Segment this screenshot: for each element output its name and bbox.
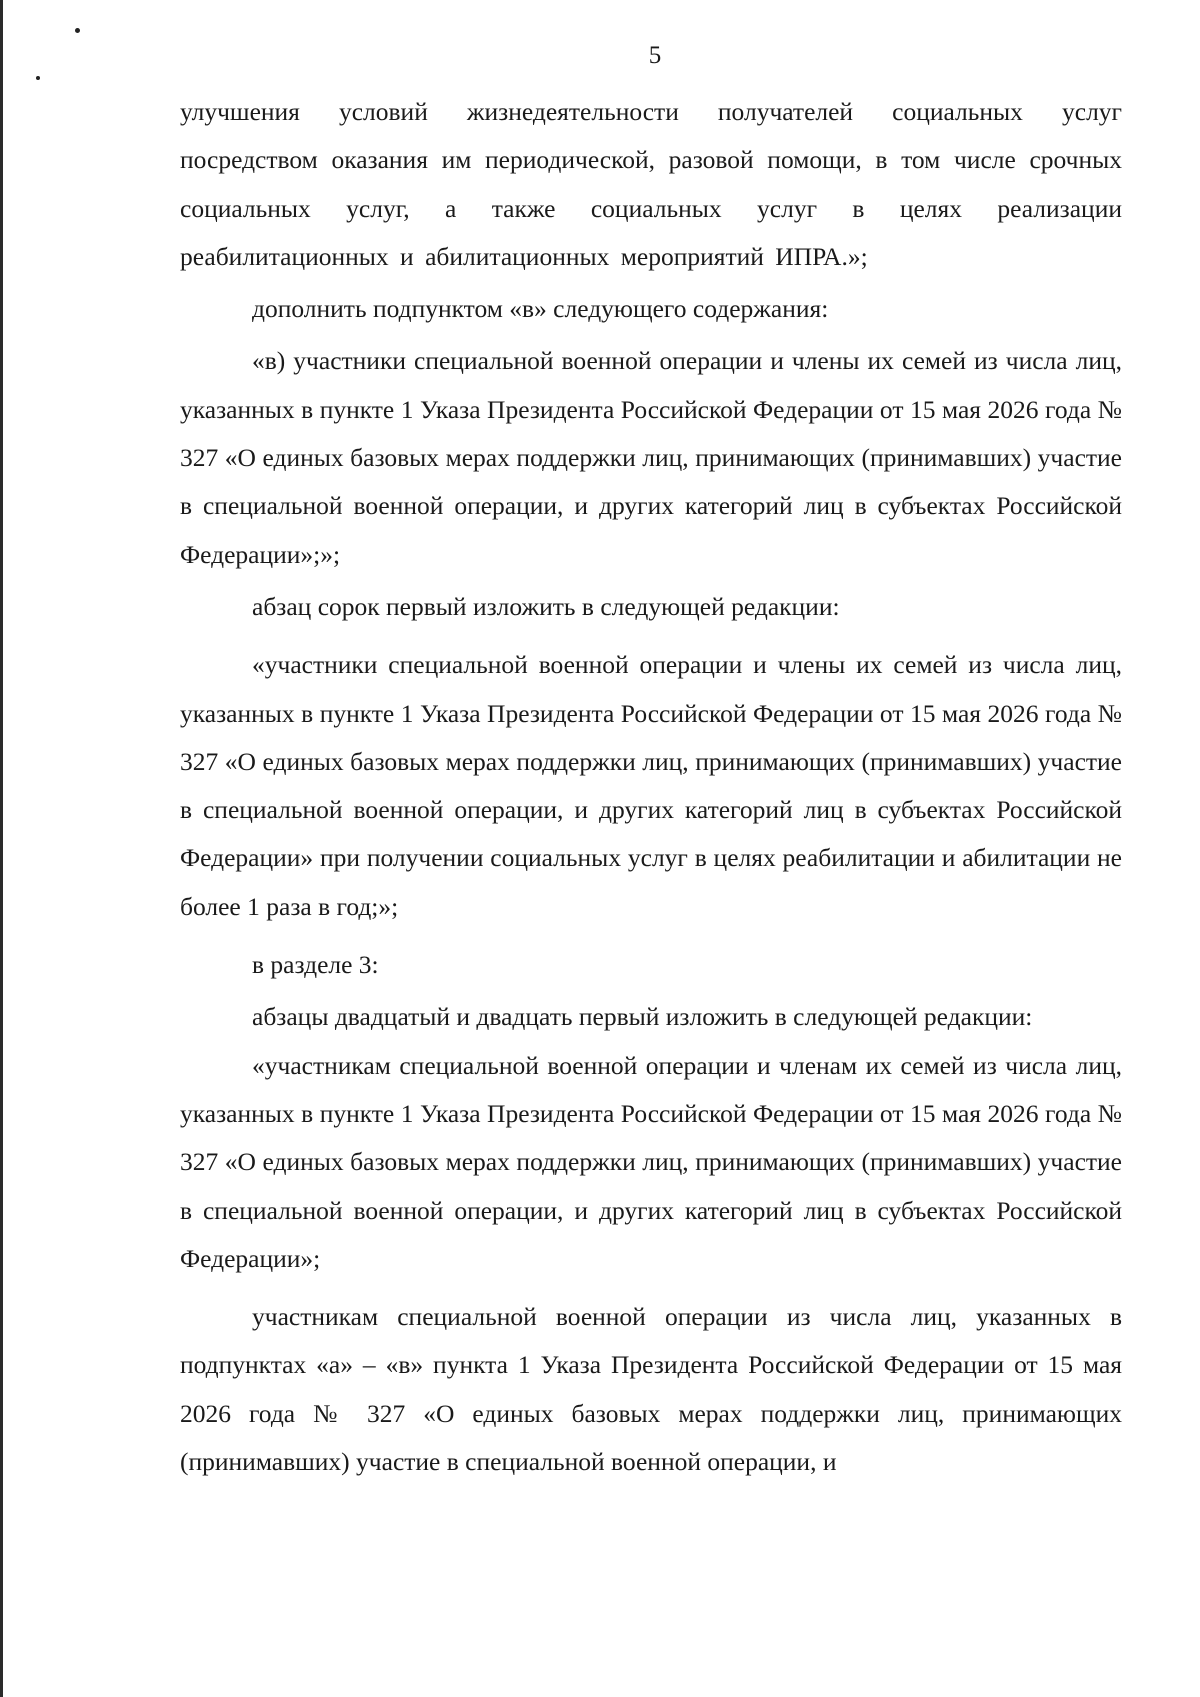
paragraph: «участникам специальной военной операции и членам их семей из числа лиц, указанных в пункте 1 Указа Президента Российской Федерации от 15 мая 2026 года № 327 «О единых базовых мерах поддержки лиц, принимающих (принимавших) участие в специальной военной операции, и других категорий лиц в субъектах Российской Федерации»; <box>180 1050 1122 1273</box>
paragraph: дополнить подпунктом «в» следующего содержания: <box>252 294 829 324</box>
scan-speck <box>75 28 80 33</box>
paragraph: в разделе 3: <box>252 950 379 980</box>
paragraph: абзацы двадцатый и двадцать первый изложить в следующей редакции: <box>252 1002 1033 1032</box>
scan-speck <box>36 76 40 80</box>
paragraph: «участники специальной военной операции и члены их семей из числа лиц, указанных в пункте 1 Указа Президента Российской Федерации от 15 мая 2026 года № 327 «О единых базовых мерах поддержки лиц, принимающих (принимавших) участие в специальной военной операции, и других категорий лиц в субъектах Российской Федерации» при получении социальных услуг в целях реабилитации и абилитации не более 1 раза в год;»; <box>180 650 1122 921</box>
page-number: 5 <box>648 42 662 69</box>
paragraph: улучшения условий жизнедеятельности получателей социальных услуг посредством оказания им периодической, разовой помощи, в том числе срочных социальных услуг, а также социальных услуг в целях реализации реабилитационных и абилитационных мероприятий ИПРА.»; <box>180 97 1122 271</box>
paragraph: «в) участники специальной военной операции и члены их семей из числа лиц, указанных в пункте 1 Указа Президента Российской Федерации от 15 мая 2026 года № 327 «О единых базовых мерах поддержки лиц, принимающих (принимавших) участие в специальной военной операции, и других категорий лиц в субъектах Российской Федерации»;»; <box>180 346 1122 569</box>
scan-left-edge <box>0 0 3 1697</box>
paragraph: участникам специальной военной операции из числа лиц, указанных в подпунктах «а» – «в» пункта 1 Указа Президента Российской Федерации от 15 мая 2026 года № 327 «О единых базовых мерах поддержки лиц, принимающих (принимавших) участие в специальной военной операции, и <box>180 1302 1122 1477</box>
paragraph: абзац сорок первый изложить в следующей редакции: <box>252 591 840 621</box>
document-body <box>180 88 1122 1486</box>
